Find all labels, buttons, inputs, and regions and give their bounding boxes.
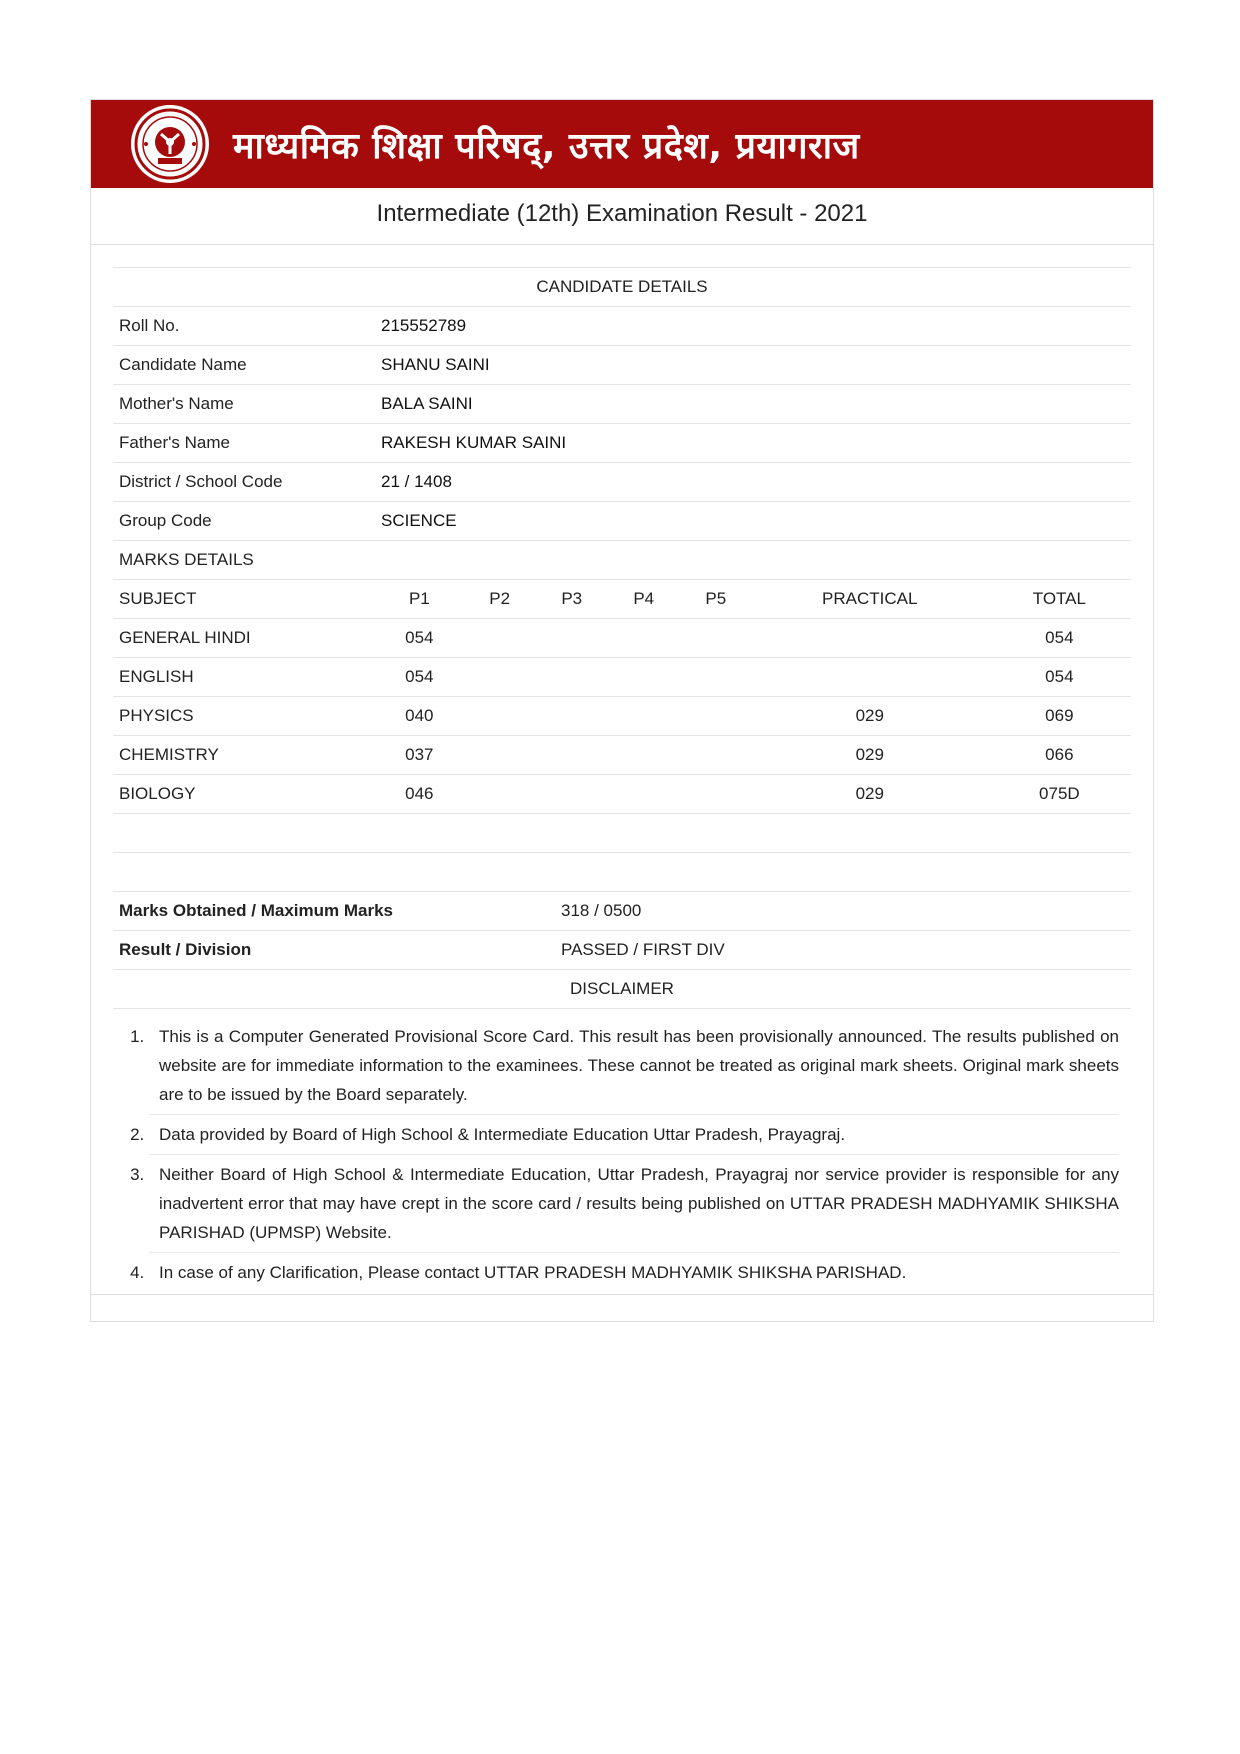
candidate-section-title: CANDIDATE DETAILS — [113, 268, 1131, 307]
marks-cell: 029 — [752, 697, 988, 736]
header-banner — [91, 100, 1153, 188]
table-row — [113, 658, 1131, 697]
marks-cell — [608, 736, 680, 775]
field-value: RAKESH KUMAR SAINI — [375, 424, 1131, 463]
column-header: P5 — [680, 580, 752, 619]
disclaimer-head-row — [113, 970, 1131, 1009]
marks-cell: 029 — [752, 775, 988, 814]
table-row — [113, 424, 1131, 463]
total-cell: 054 — [988, 619, 1131, 658]
table-row — [113, 697, 1131, 736]
marks-cell — [464, 736, 536, 775]
total-cell: 069 — [988, 697, 1131, 736]
marks-cell — [680, 619, 752, 658]
result-content — [91, 245, 1153, 1292]
total-cell: 066 — [988, 736, 1131, 775]
marks-cell — [608, 775, 680, 814]
result-division-value: PASSED / FIRST DIV — [555, 931, 1131, 970]
field-label: Father's Name — [113, 424, 375, 463]
candidate-details-table — [113, 267, 1131, 540]
marks-cell — [536, 619, 608, 658]
marks-cell: 037 — [375, 736, 464, 775]
field-label: Candidate Name — [113, 346, 375, 385]
marks-cell — [680, 658, 752, 697]
column-header: SUBJECT — [113, 580, 375, 619]
field-value: SCIENCE — [375, 502, 1131, 541]
disclaimer-title: DISCLAIMER — [113, 970, 1131, 1009]
table-row — [113, 307, 1131, 346]
table-row — [113, 463, 1131, 502]
result-card — [90, 99, 1154, 1322]
upmsp-seal-icon — [131, 105, 209, 183]
table-row — [113, 502, 1131, 541]
list-item: 4. In case of any Clarification, Please contact UTTAR PRADESH MADHYAMIK SHIKSHA PARISHAD. — [149, 1253, 1119, 1292]
spacer — [113, 853, 1131, 891]
disclaimer-list — [113, 1017, 1131, 1292]
subject-cell: BIOLOGY — [113, 775, 375, 814]
marks-cell — [680, 697, 752, 736]
column-header: P3 — [536, 580, 608, 619]
list-item: 1. This is a Computer Generated Provisional Score Card. This result has been provisionally announced. The results published on website are for immediate information to the examinees. These cannot be treated as original mark sheets. Original mark sheets are to be issued by the Board separately. — [149, 1017, 1119, 1115]
marks-cell — [536, 736, 608, 775]
marks-obtained-value: 318 / 0500 — [555, 892, 1131, 931]
org-title: माध्यमिक शिक्षा परिषद्, उत्तर प्रदेश, प्रयागराज — [233, 125, 860, 167]
exam-title: Intermediate (12th) Examination Result - 2021 — [91, 188, 1153, 245]
subject-cell: ENGLISH — [113, 658, 375, 697]
field-value: 215552789 — [375, 307, 1131, 346]
column-header: TOTAL — [988, 580, 1131, 619]
marks-cell — [608, 619, 680, 658]
marks-cell — [536, 658, 608, 697]
column-header: P2 — [464, 580, 536, 619]
marks-obtained-label: Marks Obtained / Maximum Marks — [113, 892, 555, 931]
field-label: District / School Code — [113, 463, 375, 502]
marks-cell — [464, 775, 536, 814]
table-row — [113, 346, 1131, 385]
marks-cell — [464, 619, 536, 658]
marks-cell — [752, 658, 988, 697]
field-value: SHANU SAINI — [375, 346, 1131, 385]
table-row — [113, 385, 1131, 424]
marks-cell — [608, 658, 680, 697]
field-label: Roll No. — [113, 307, 375, 346]
field-value: 21 / 1408 — [375, 463, 1131, 502]
spacer — [113, 814, 1131, 853]
subject-cell: CHEMISTRY — [113, 736, 375, 775]
marks-cell: 054 — [375, 658, 464, 697]
list-item: 3. Neither Board of High School & Intermediate Education, Uttar Pradesh, Prayagraj nor service provider is responsible for any inadvertent error that may have crept in the score card / results being published on UTTAR PRADESH MADHYAMIK SHIKSHA PARISHAD (UPMSP) Website. — [149, 1155, 1119, 1253]
subject-cell: GENERAL HINDI — [113, 619, 375, 658]
column-header: P4 — [608, 580, 680, 619]
column-header: P1 — [375, 580, 464, 619]
field-label: Mother's Name — [113, 385, 375, 424]
marks-cell: 029 — [752, 736, 988, 775]
marks-cell — [680, 775, 752, 814]
marks-details-table — [113, 540, 1131, 814]
field-label: Group Code — [113, 502, 375, 541]
marks-cell — [608, 697, 680, 736]
column-header: PRACTICAL — [752, 580, 988, 619]
subject-cell: PHYSICS — [113, 697, 375, 736]
card-footer — [91, 1294, 1153, 1321]
marks-cell — [464, 658, 536, 697]
marks-cell — [536, 775, 608, 814]
marks-header-row — [113, 580, 1131, 619]
field-value: BALA SAINI — [375, 385, 1131, 424]
marks-cell — [680, 736, 752, 775]
marks-cell: 054 — [375, 619, 464, 658]
table-row — [113, 892, 1131, 931]
marks-cell — [536, 697, 608, 736]
table-row — [113, 619, 1131, 658]
total-cell: 054 — [988, 658, 1131, 697]
marks-cell — [752, 619, 988, 658]
marks-cell — [464, 697, 536, 736]
marks-cell: 040 — [375, 697, 464, 736]
result-division-label: Result / Division — [113, 931, 555, 970]
table-row — [113, 736, 1131, 775]
total-cell: 075D — [988, 775, 1131, 814]
marks-cell: 046 — [375, 775, 464, 814]
table-row — [113, 931, 1131, 970]
result-summary-table — [113, 891, 1131, 1009]
table-row — [113, 775, 1131, 814]
list-item: 2. Data provided by Board of High School & Intermediate Education Uttar Pradesh, Prayagraj. — [149, 1115, 1119, 1155]
marks-section-title: MARKS DETAILS — [113, 541, 1131, 580]
